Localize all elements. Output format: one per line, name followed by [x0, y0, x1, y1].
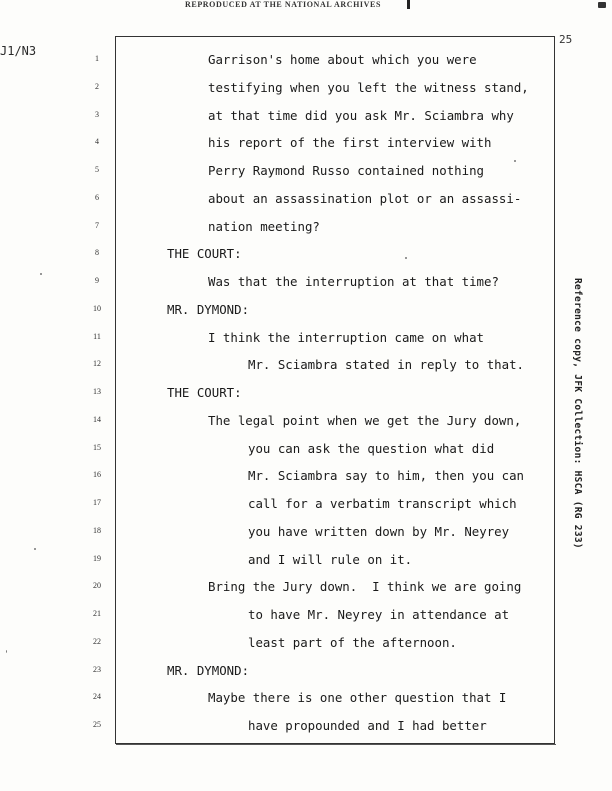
line-number: 6	[95, 192, 99, 202]
line-number: 18	[93, 525, 101, 535]
line-number: 22	[93, 636, 101, 646]
scan-speck	[6, 650, 7, 653]
line-number: 21	[93, 609, 101, 618]
transcript-line: testifying when you left the witness stand,	[208, 79, 529, 95]
line-number: 3	[95, 109, 99, 119]
speaker-label: MR. DYMOND:	[167, 301, 250, 317]
scan-speck	[40, 273, 42, 275]
line-number: 4	[95, 137, 99, 147]
transcript-line: Perry Raymond Russo contained nothing	[208, 163, 485, 178]
transcript-line: his report of the first interview with	[208, 135, 492, 151]
transcript-line: at that time did you ask Mr. Sciambra why	[208, 107, 514, 123]
corner-mark	[598, 2, 606, 8]
line-number: 5	[95, 165, 99, 174]
transcript-line: nation meeting?	[208, 218, 320, 234]
transcript-line: about an assassination plot or an assassi-	[208, 190, 522, 206]
transcript-line: The legal point when we get the Jury down,	[208, 412, 522, 428]
line-number: 14	[93, 414, 101, 424]
transcript-line: Was that the interruption at that time?	[208, 274, 499, 289]
transcript-line: to have Mr. Neyrey in attendance at	[248, 607, 510, 622]
line-number: 2	[95, 81, 99, 91]
line-number: 12	[93, 359, 101, 369]
transcript-line: Mr. Sciambra say to him, then you can	[248, 468, 525, 484]
transcript-line: Garrison's home about which you were	[208, 52, 477, 67]
scan-speck	[405, 257, 407, 259]
speaker-label: THE COURT:	[167, 385, 242, 400]
scan-speck	[34, 548, 36, 550]
line-number: 19	[93, 553, 101, 563]
line-number: 8	[95, 248, 99, 258]
line-number: 10	[93, 303, 101, 313]
transcript-line: I think the interruption came on what	[208, 329, 485, 345]
speaker-label: THE COURT:	[167, 246, 242, 262]
transcript-line: have propounded and I had better	[248, 718, 487, 733]
page-number: 25	[559, 33, 573, 46]
line-number: 9	[95, 276, 99, 285]
transcript-line: Maybe there is one other question that I	[208, 690, 507, 706]
line-number: 15	[93, 442, 101, 452]
transcript-line: Bring the Jury down. I think we are going	[208, 579, 522, 595]
line-number: 11	[93, 331, 101, 341]
transcript-line: and I will rule on it.	[248, 551, 413, 567]
line-number: 17	[93, 498, 101, 507]
line-number: 23	[93, 664, 101, 674]
speaker-label: MR. DYMOND:	[167, 662, 250, 678]
line-number: 20	[93, 581, 101, 591]
scan-speck	[514, 160, 516, 162]
line-number: 13	[93, 387, 101, 396]
transcript-line: Mr. Sciambra stated in reply to that.	[248, 357, 525, 373]
archives-header: REPRODUCED AT THE NATIONAL ARCHIVES	[185, 0, 381, 9]
transcript-line: call for a verbatim transcript which	[248, 496, 517, 511]
line-number: 24	[93, 692, 101, 702]
line-number: 16	[93, 470, 101, 480]
transcript-line: you have written down by Mr. Neyrey	[248, 523, 510, 539]
transcript-line: least part of the afternoon.	[248, 634, 457, 650]
line-number: 1	[95, 54, 99, 63]
line-number: 7	[95, 220, 99, 230]
reference-copy-stamp: Reference copy, JFK Collection: HSCA (RG 233)	[572, 278, 583, 549]
line-number: 25	[93, 720, 101, 729]
document-id: J1/N3	[0, 44, 37, 58]
header-mark	[407, 0, 410, 9]
transcript-line: you can ask the question what did	[248, 440, 495, 456]
